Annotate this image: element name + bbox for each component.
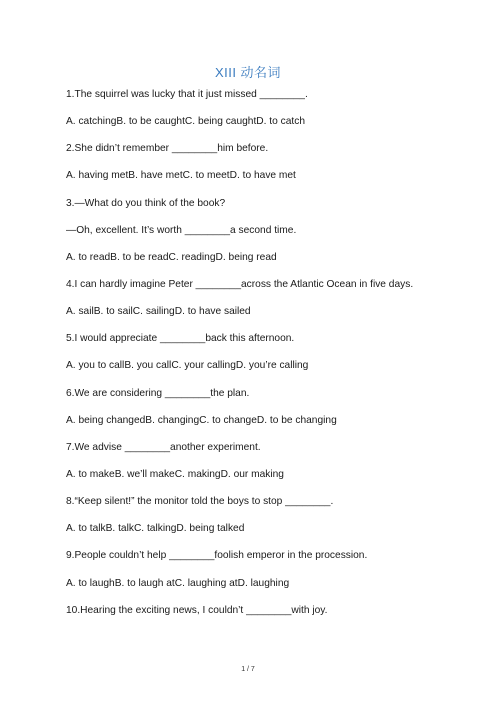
question-line: 5.I would appreciate ________back this afternoon. (66, 333, 295, 345)
options-line: A. to laughB. to laugh atC. laughing atD. laughing (66, 577, 290, 589)
question-line: 2.She didn’t remember ________him before. (66, 143, 269, 155)
options-line: A. having metB. have metC. to meetD. to have met (66, 170, 296, 182)
question-line: 3.—What do you think of the book? (66, 197, 226, 209)
question-line: —Oh, excellent. It’s worth ________a second time. (66, 224, 297, 236)
question-line: 7.We advise ________another experiment. (66, 441, 261, 453)
options-line: A. being changedB. changingC. to changeD. to be changing (66, 414, 337, 426)
page-title: XIII 动名词 (214, 65, 282, 80)
question-line: 10.Hearing the exciting news, I couldn’t ________with joy. (66, 604, 328, 616)
page-number: 1 / 7 (241, 666, 255, 673)
options-line: A. sailB. to sailC. sailingD. to have sailed (66, 306, 251, 318)
question-list (66, 89, 446, 632)
options-line: A. to talkB. talkC. talkingD. being talked (66, 523, 245, 535)
options-line: A. to readB. to be readC. readingD. being read (66, 251, 277, 263)
options-line: A. to makeB. we’ll makeC. makingD. our making (66, 468, 284, 480)
question-line: 6.We are considering ________the plan. (66, 387, 250, 399)
question-line: 1.The squirrel was lucky that it just missed ________. (66, 89, 308, 100)
question-line: 4.I can hardly imagine Peter ________across the Atlantic Ocean in five days. (66, 278, 414, 290)
options-line: A. catchingB. to be caughtC. being caughtD. to catch (66, 116, 305, 128)
options-line: A. you to callB. you callC. your callingD. you’re calling (66, 360, 309, 372)
question-line: 9.People couldn’t help ________foolish emperor in the procession. (66, 550, 368, 562)
question-line: 8.“Keep silent!” the monitor told the boys to stop ________. (66, 496, 334, 508)
